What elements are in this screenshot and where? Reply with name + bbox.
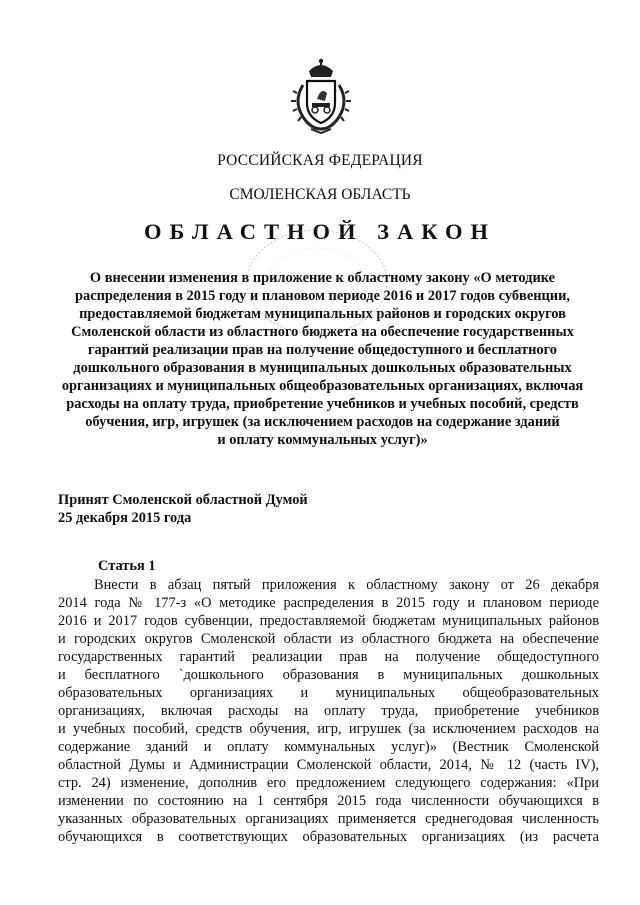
body-line: 2014 года № 177-з «О методике распределения в 2015 году и плановом периоде [58, 595, 599, 611]
body-line: и городских округов Смоленской области из областного бюджета на обеспечение [58, 631, 599, 647]
body-line: изменении по состоянию на 1 сентября 2015 года численности обучающихся в [58, 793, 599, 809]
adoption-info [58, 491, 308, 527]
title-line: организациях и муниципальных общеобразовательных организациях, включая [61, 378, 584, 394]
title-line: и оплату коммунальных услуг)» [217, 432, 428, 448]
body-line: образовательных организациях и муниципальных общеобразовательных [58, 685, 599, 701]
document-type-heading: ОБЛАСТНОЙ ЗАКОН [144, 219, 496, 244]
body-line: государственных гарантий реализации прав на получение общедоступного [58, 649, 599, 665]
body-line: областной Думы и Администрации Смоленской области, 2014, № 12 (часть IV), [58, 757, 599, 773]
title-line: гарантий реализации прав на получение общедоступного и бесплатного [88, 342, 557, 358]
title-line: расходы на оплату труда, приобретение учебников и учебных пособий, средств [66, 396, 579, 412]
adopted-by: Принят Смоленской областной Думой [58, 492, 308, 508]
body-line: стр. 24) изменение, дополнив его предложением следующего содержания: «При [58, 775, 599, 791]
coat-of-arms-icon [285, 57, 357, 135]
body-line: содержание зданий и оплату коммунальных услуг)» (Вестник Смоленской [58, 739, 599, 755]
body-line: 2016 и 2017 годов субвенции, предоставляемой бюджетам муниципальных районов [58, 613, 599, 629]
body-line: обучающихся в соответствующих образовательных организациях (из расчета [58, 829, 599, 845]
country-name: РОССИЙСКАЯ ФЕДЕРАЦИЯ [217, 152, 423, 169]
law-title [55, 269, 590, 449]
title-line: распределения в 2015 году и плановом периоде 2016 и 2017 годов субвенции, [75, 288, 570, 304]
body-line: и бесплатного `дошкольного образования в муниципальных дошкольных [58, 667, 599, 683]
body-line: и учебных пособий, средств обучения, игр, игрушек (за исключением расходов на [58, 721, 599, 737]
body-line: организациях, включая расходы на оплату труда, приобретение учебников [58, 703, 599, 719]
article-body [58, 576, 599, 846]
region-name: СМОЛЕНСКАЯ ОБЛАСТЬ [229, 186, 411, 203]
title-line: Смоленской области из областного бюджета на обеспечение государственных [71, 324, 574, 340]
title-line: дошкольного образования в муниципальных дошкольных образовательных [73, 360, 572, 376]
title-line: О внесении изменения в приложение к областному закону «О методике [89, 270, 556, 286]
body-line: указанных образовательных организациях применяется среднегодовая численность [58, 811, 599, 827]
article-heading: Статья 1 [98, 558, 156, 574]
body-line: Внести в абзац пятый приложения к областному закону от 26 декабря [94, 577, 599, 593]
title-line: обучения, игр, игрушек (за исключением расходов на содержание зданий [85, 414, 560, 430]
adoption-date: 25 декабря 2015 года [58, 510, 192, 526]
title-line: предоставляемой бюджетам муниципальных районов и городских округов [79, 306, 566, 322]
